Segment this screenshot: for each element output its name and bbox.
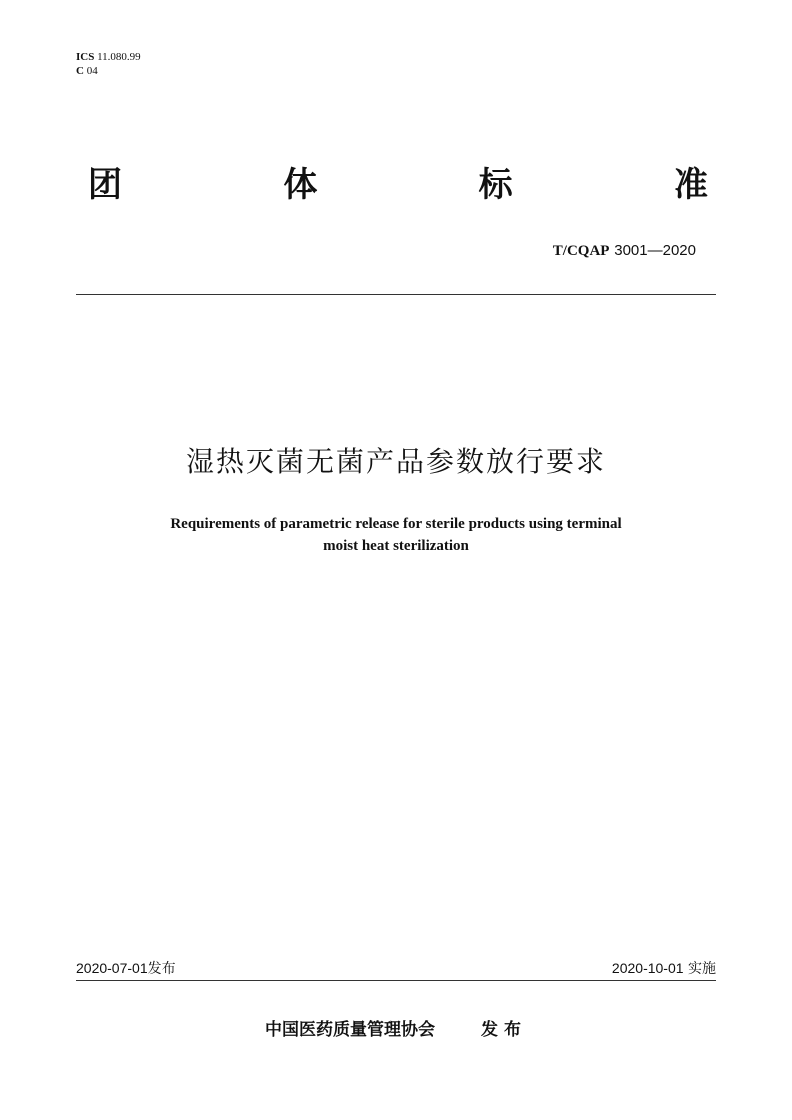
standard-type-char-1: 团 (88, 165, 122, 205)
document-title-cn: 湿热灭菌无菌产品参数放行要求 (185, 445, 606, 478)
bottom-divider (76, 980, 716, 981)
ccs-line (76, 64, 141, 78)
top-divider (76, 294, 716, 295)
ccs-code: 04 (86, 65, 98, 77)
ics-line (76, 50, 141, 64)
standard-number (553, 240, 696, 261)
standard-type-char-4: 准 (673, 165, 708, 205)
effective-date (612, 958, 716, 979)
effective-date-value: 2020-10-01 (611, 960, 684, 976)
standard-type-title (88, 164, 708, 206)
publisher-line (0, 1018, 792, 1042)
document-title-en-line-2: moist heat sterilization (323, 538, 469, 554)
release-date-label: 发布 (147, 961, 176, 977)
standard-number-prefix: T/CQAP (552, 243, 610, 259)
classification-codes (76, 50, 141, 78)
document-title-en (0, 513, 792, 557)
document-title-en-line-1: Requirements of parametric release for sterile products using terminal (170, 516, 622, 532)
ics-label: ICS (76, 51, 95, 63)
standard-number-value: 3001—2020 (614, 242, 696, 259)
standard-type-char-3: 标 (478, 165, 513, 205)
ccs-label: C (76, 65, 84, 77)
publish-verb: 发布 (480, 1020, 527, 1040)
publisher-name: 中国医药质量管理协会 (265, 1020, 436, 1040)
ics-code: 11.080.99 (97, 51, 141, 63)
standard-type-char-2: 体 (283, 165, 318, 205)
effective-date-label: 实施 (688, 961, 716, 977)
release-date-value: 2020-07-01 (76, 960, 148, 976)
release-date (76, 958, 176, 979)
